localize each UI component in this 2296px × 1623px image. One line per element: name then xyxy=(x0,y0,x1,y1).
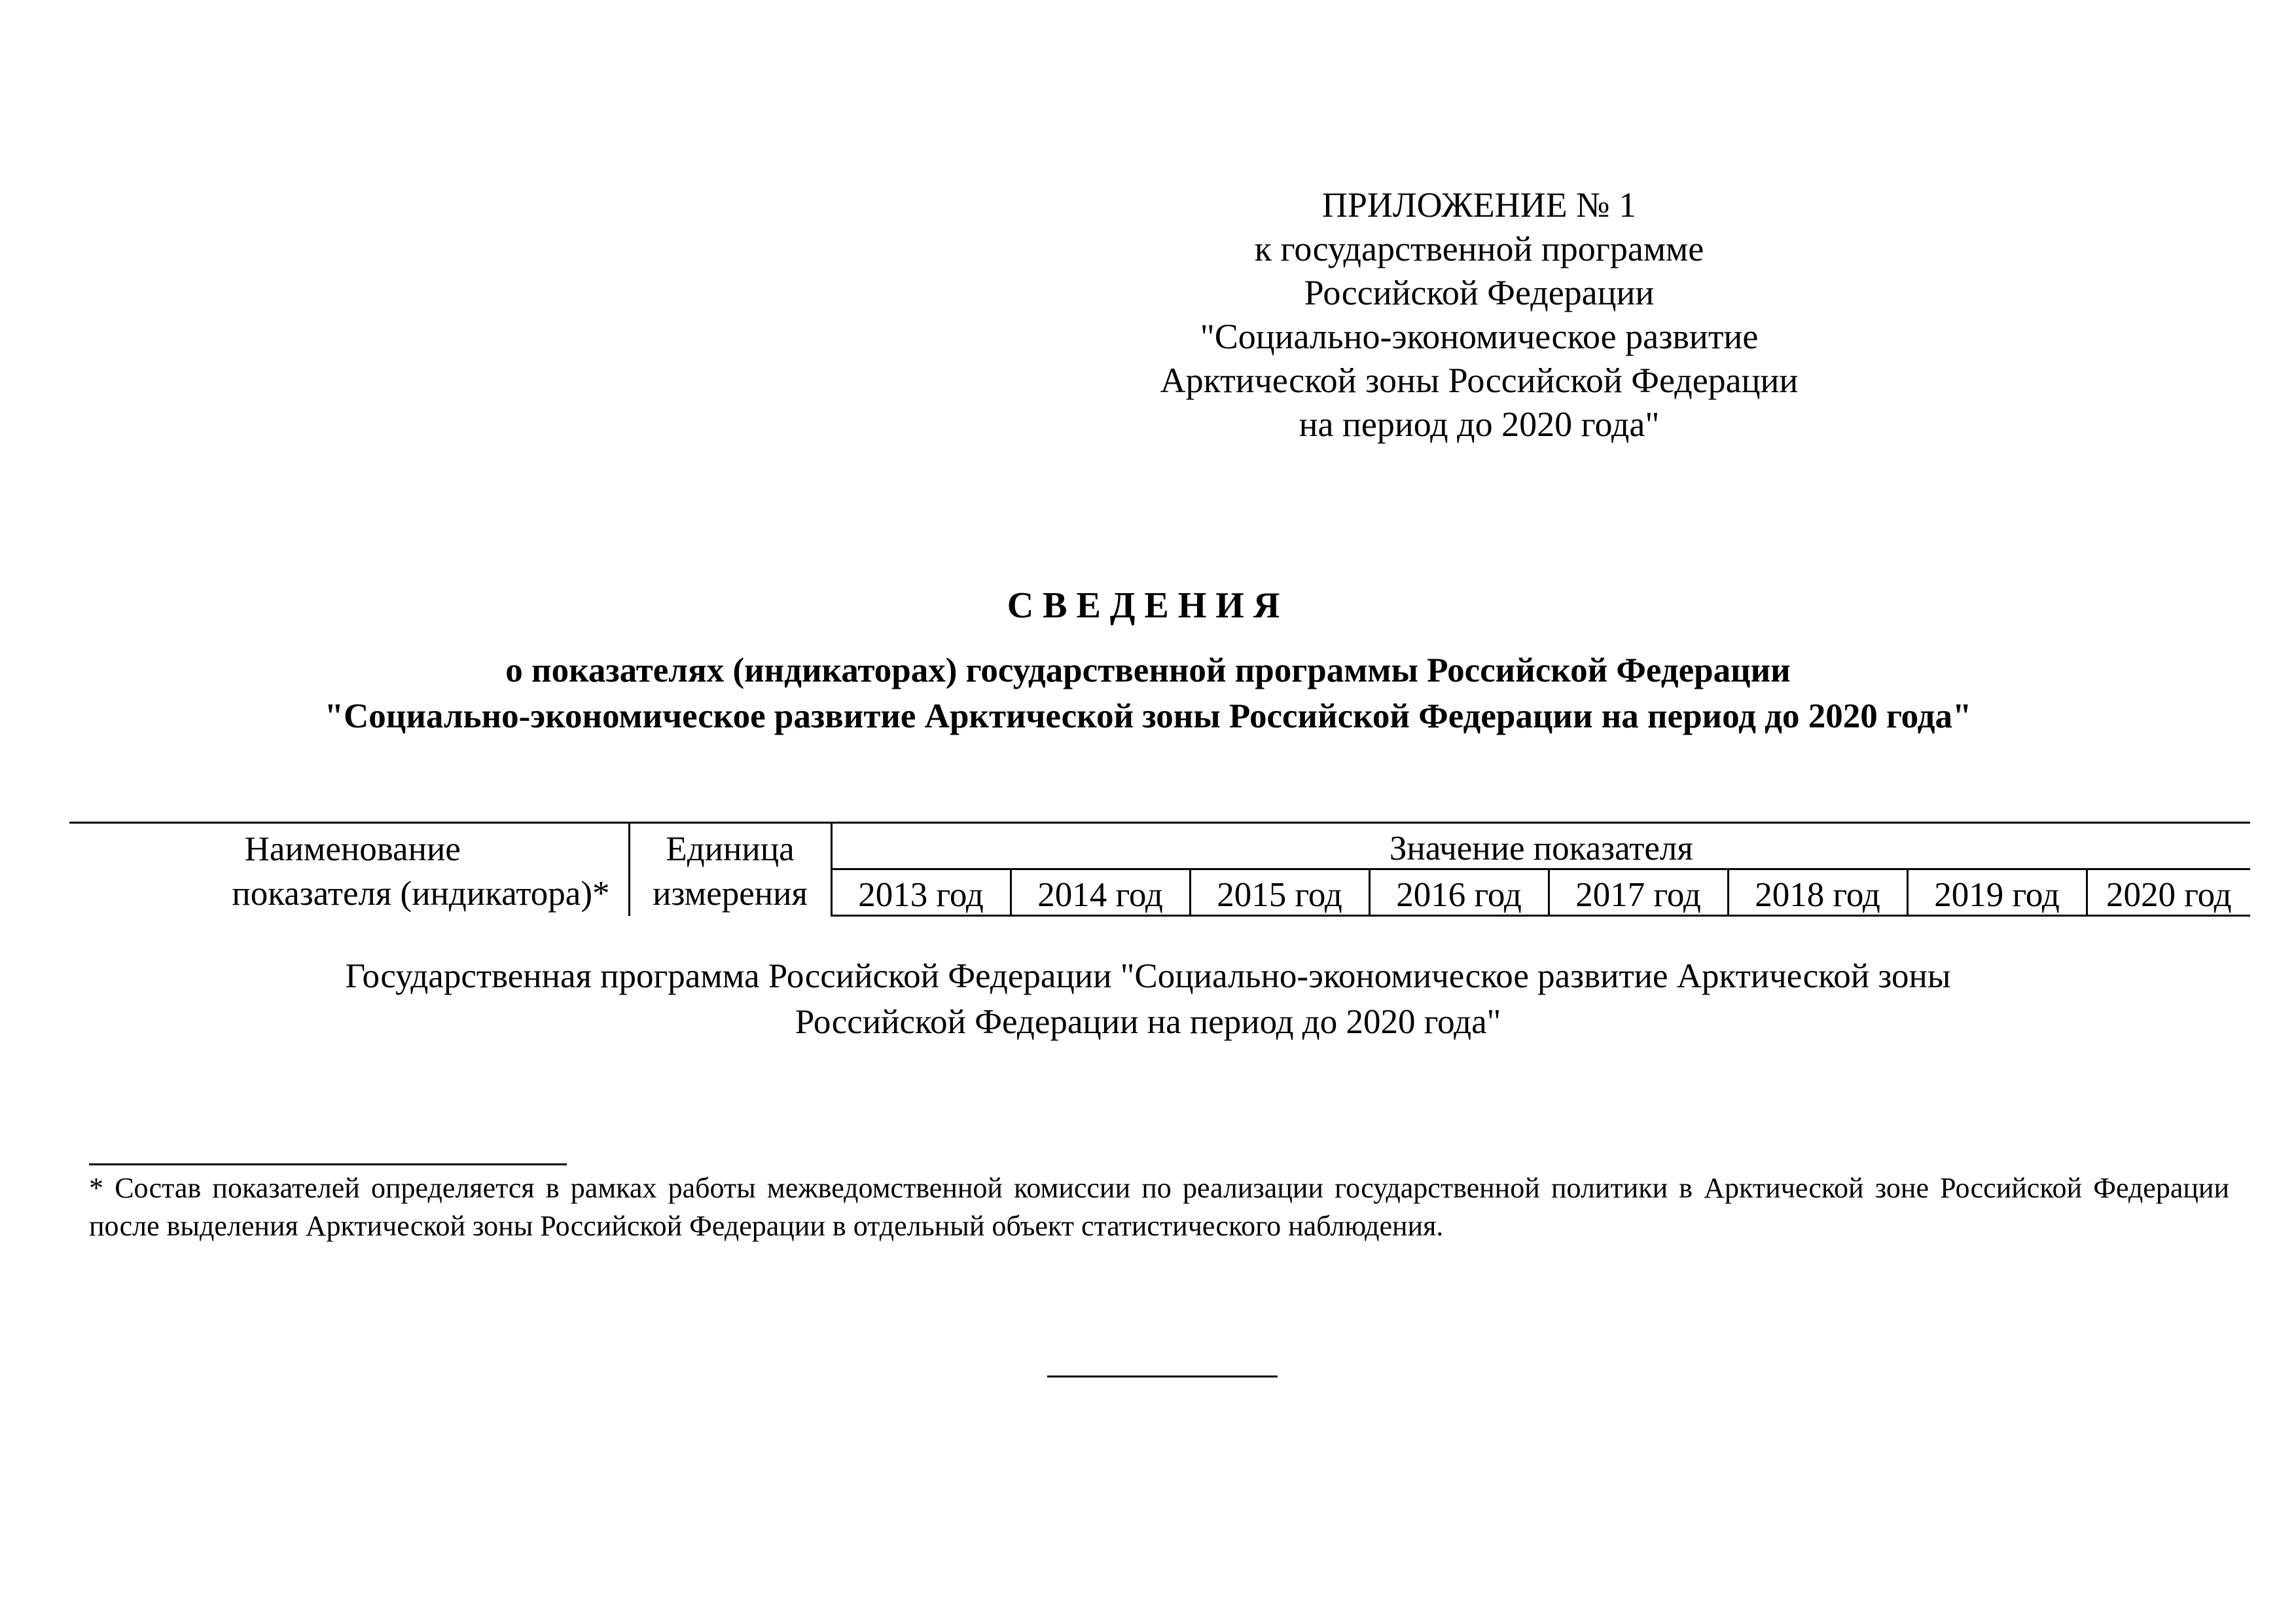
unit-header xyxy=(629,823,831,916)
footnote-text: * Состав показателей определяется в рамках работы межведомственной комиссии по реализации государственной политики в Арктической зоне Российской Федерации после выделения Арктической зоны Российской Федерации в отдельный объект статистического наблюдения. xyxy=(89,1172,2229,1242)
annex-line: ПРИЛОЖЕНИЕ № 1 xyxy=(1321,185,1637,225)
indicator-name-header-line: показателя (индикатора)* xyxy=(232,874,610,913)
annex-line: Арктической зоны Российской Федерации xyxy=(1160,361,1799,400)
indicator-name-header-line: Наименование xyxy=(244,830,461,868)
unit-header-line: Единица xyxy=(666,830,795,868)
year-header-2020: 2020 год xyxy=(2087,869,2250,916)
program-title-line-2: Российской Федерации на период до 2020 года" xyxy=(795,1003,1501,1041)
year-header-2016: 2016 год xyxy=(1369,869,1549,916)
footnote-divider xyxy=(89,1163,567,1165)
annex-caption xyxy=(1060,183,1898,447)
annex-line: к государственной программе xyxy=(1254,229,1704,268)
document-subtitle-line-1: о показателях (индикаторах) государственной программы Российской Федерации xyxy=(505,651,1791,689)
year-header-2019: 2019 год xyxy=(1907,869,2087,916)
document-subtitle-line-2: "Социально-экономическое развитие Арктической зоны Российской Федерации на период до 2020 года" xyxy=(324,697,1972,735)
indicator-name-header xyxy=(69,823,629,916)
year-header-2015: 2015 год xyxy=(1190,869,1369,916)
annex-line: Российской Федерации xyxy=(1304,273,1655,312)
document-end-rule xyxy=(1047,1376,1278,1377)
year-header-2017: 2017 год xyxy=(1549,869,1728,916)
unit-header-line: измерения xyxy=(653,874,808,913)
indicators-table xyxy=(69,822,2250,917)
program-title xyxy=(0,953,2296,1045)
indicator-value-header: Значение показателя xyxy=(831,823,2250,869)
program-title-line-1: Государственная программа Российской Федерации "Социально-экономическое развитие Арктической зоны xyxy=(345,957,1951,995)
year-header-2013: 2013 год xyxy=(831,869,1011,916)
document-title: СВЕДЕНИЯ xyxy=(1007,585,1289,626)
annex-line: "Социально-экономическое развитие xyxy=(1200,317,1759,356)
year-header-2018: 2018 год xyxy=(1728,869,1907,916)
annex-line: на период до 2020 года" xyxy=(1299,405,1660,444)
year-header-2014: 2014 год xyxy=(1011,869,1190,916)
